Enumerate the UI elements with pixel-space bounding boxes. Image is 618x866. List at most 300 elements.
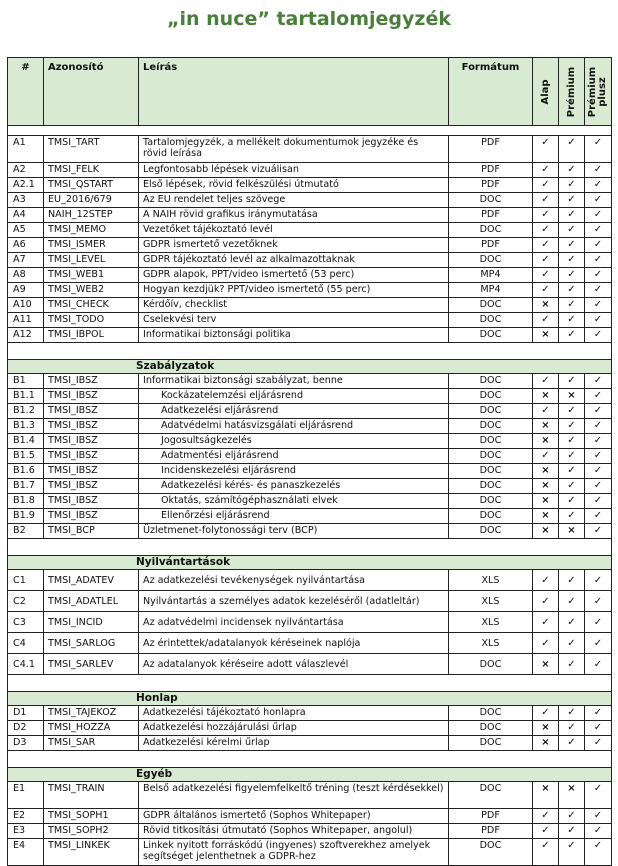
header-spacer [8,126,612,136]
row-format: DOC [449,721,533,736]
row-format: PDF [449,163,533,178]
premium-cross-icon: × [559,389,585,404]
row-identifier: TMSI_WEB1 [44,268,139,283]
row-identifier: TMSI_IBSZ [44,464,139,479]
row-format: DOC [449,374,533,389]
table-row [8,706,612,721]
row-identifier: TMSI_IBSZ [44,389,139,404]
premium-plusz-check-icon: ✓ [585,313,612,328]
premium-plusz-check-icon: ✓ [585,136,612,163]
alap-check-icon: ✓ [533,223,559,238]
header-format: Formátum [449,58,533,126]
section-title: Szabályzatok [8,360,612,374]
row-number: A1 [8,136,44,163]
premium-plusz-check-icon: ✓ [585,404,612,419]
table-row [8,809,612,824]
premium-plusz-check-icon: ✓ [585,178,612,193]
alap-check-icon: ✓ [533,612,559,633]
row-description: Adatmentési eljárásrend [139,449,449,464]
row-identifier: TMSI_TAJEKOZ [44,706,139,721]
row-number: B1.1 [8,389,44,404]
alap-check-icon: ✓ [533,374,559,389]
table-row [8,389,612,404]
row-format: DOC [449,253,533,268]
row-number: D2 [8,721,44,736]
row-number: A8 [8,268,44,283]
row-number: B1.5 [8,449,44,464]
row-description: Cselekvési terv [139,313,449,328]
premium-plusz-check-icon: ✓ [585,706,612,721]
row-number: A9 [8,283,44,298]
table-row [8,238,612,253]
row-identifier: TMSI_TART [44,136,139,163]
premium-check-icon: ✓ [559,434,585,449]
row-description: GDPR alapok, PPT/video ismertető (53 perc) [139,268,449,283]
table-row [8,570,612,591]
table-row [8,419,612,434]
table-row [8,136,612,163]
row-format: DOC [449,494,533,509]
row-number: E3 [8,824,44,839]
row-number: B1.8 [8,494,44,509]
header-premium [559,58,585,126]
header-id: Azonosító [44,58,139,126]
row-format: DOC [449,509,533,524]
premium-check-icon: ✓ [559,268,585,283]
premium-check-icon: ✓ [559,283,585,298]
row-description: Kérdőív, checklist [139,298,449,313]
premium-plusz-check-icon: ✓ [585,633,612,654]
table-row [8,782,612,809]
row-description: Rövid titkosítási útmutató (Sophos Whitepaper, angolul) [139,824,449,839]
header-alap-label: Alap [539,78,551,105]
row-number: C1 [8,570,44,591]
section-spacer [8,343,612,360]
alap-check-icon: ✓ [533,208,559,223]
premium-check-icon: ✓ [559,178,585,193]
section-header [8,768,612,782]
row-format: DOC [449,389,533,404]
table-row [8,283,612,298]
table-row [8,509,612,524]
row-description: Ellenőrzési eljárásrend [139,509,449,524]
table-row [8,253,612,268]
section-title: Egyéb [8,768,612,782]
row-identifier: TMSI_ISMER [44,238,139,253]
table-row [8,721,612,736]
row-format: DOC [449,419,533,434]
premium-plusz-check-icon: ✓ [585,494,612,509]
premium-check-icon: ✓ [559,419,585,434]
premium-plusz-check-icon: ✓ [585,654,612,675]
section-header [8,692,612,706]
contents-table [7,57,612,866]
table-row [8,223,612,238]
row-identifier: TMSI_LINKEK [44,839,139,866]
row-identifier: TMSI_FELK [44,163,139,178]
row-description: Legfontosabb lépések vizuálisan [139,163,449,178]
header-premium-plusz [585,58,612,126]
premium-check-icon: ✓ [559,328,585,343]
row-description: Az adatkezelési tevékenységek nyilvántartása [139,570,449,591]
section-spacer [8,675,612,692]
row-number: A2.1 [8,178,44,193]
alap-cross-icon: × [533,389,559,404]
row-number: B1.4 [8,434,44,449]
premium-plusz-check-icon: ✓ [585,591,612,612]
row-format: XLS [449,612,533,633]
row-description: Az EU rendelet teljes szövege [139,193,449,208]
row-description: Adatkezelési kérelmi űrlap [139,736,449,751]
alap-cross-icon: × [533,494,559,509]
alap-check-icon: ✓ [533,570,559,591]
alap-check-icon: ✓ [533,449,559,464]
row-format: DOC [449,434,533,449]
alap-check-icon: ✓ [533,193,559,208]
premium-check-icon: ✓ [559,591,585,612]
row-identifier: TMSI_SOPH1 [44,809,139,824]
row-number: B1.3 [8,419,44,434]
premium-plusz-check-icon: ✓ [585,283,612,298]
row-identifier: TMSI_SAR [44,736,139,751]
row-identifier: TMSI_BCP [44,524,139,539]
row-format: DOC [449,706,533,721]
header-num: # [8,58,44,126]
premium-plusz-check-icon: ✓ [585,328,612,343]
table-row [8,479,612,494]
row-format: PDF [449,208,533,223]
table-row [8,494,612,509]
row-identifier: TMSI_CHECK [44,298,139,313]
table-row [8,736,612,751]
row-number: C4 [8,633,44,654]
row-description: Incidenskezelési eljárásrend [139,464,449,479]
page-title: „in nuce” tartalomjegyzék [167,8,451,30]
premium-check-icon: ✓ [559,208,585,223]
section-spacer [8,539,612,556]
premium-plusz-check-icon: ✓ [585,839,612,866]
premium-plusz-check-icon: ✓ [585,419,612,434]
row-identifier: TMSI_IBSZ [44,434,139,449]
table-row [8,268,612,283]
row-identifier: TMSI_IBSZ [44,374,139,389]
premium-check-icon: ✓ [559,479,585,494]
premium-check-icon: ✓ [559,238,585,253]
row-identifier: EU_2016/679 [44,193,139,208]
premium-check-icon: ✓ [559,721,585,736]
premium-check-icon: ✓ [559,633,585,654]
premium-cross-icon: × [559,524,585,539]
premium-plusz-check-icon: ✓ [585,736,612,751]
table-row [8,464,612,479]
row-format: XLS [449,570,533,591]
alap-check-icon: ✓ [533,136,559,163]
premium-check-icon: ✓ [559,706,585,721]
section-spacer-cell [8,539,612,556]
row-identifier: TMSI_TRAIN [44,782,139,809]
row-description: Hogyan kezdjük? PPT/video ismertető (55 perc) [139,283,449,298]
alap-check-icon: ✓ [533,238,559,253]
alap-check-icon: ✓ [533,163,559,178]
row-number: A12 [8,328,44,343]
row-description: Oktatás, számítógéphasználati elvek [139,494,449,509]
alap-cross-icon: × [533,509,559,524]
row-identifier: TMSI_IBPOL [44,328,139,343]
row-description: Nyilvántartás a személyes adatok kezeléséről (adatleltár) [139,591,449,612]
table-row [8,328,612,343]
row-format: DOC [449,464,533,479]
premium-plusz-check-icon: ✓ [585,570,612,591]
row-identifier: TMSI_ADATEV [44,570,139,591]
premium-plusz-check-icon: ✓ [585,464,612,479]
premium-check-icon: ✓ [559,404,585,419]
row-description: Első lépések, rövid felkészülési útmutató [139,178,449,193]
row-identifier: TMSI_SOPH2 [44,824,139,839]
premium-plusz-check-icon: ✓ [585,374,612,389]
premium-check-icon: ✓ [559,313,585,328]
row-description: Vezetőket tájékoztató levél [139,223,449,238]
row-format: DOC [449,524,533,539]
row-number: A4 [8,208,44,223]
table-row [8,591,612,612]
row-format: PDF [449,136,533,163]
alap-check-icon: ✓ [533,404,559,419]
row-number: A10 [8,298,44,313]
row-number: A7 [8,253,44,268]
row-identifier: TMSI_HOZZA [44,721,139,736]
premium-plusz-check-icon: ✓ [585,824,612,839]
row-format: DOC [449,736,533,751]
premium-cross-icon: × [559,782,585,809]
row-format: DOC [449,404,533,419]
row-number: A5 [8,223,44,238]
header-row [8,58,612,126]
row-description: GDPR tájékoztató levél az alkalmazottaknak [139,253,449,268]
alap-cross-icon: × [533,479,559,494]
row-number: A11 [8,313,44,328]
premium-check-icon: ✓ [559,809,585,824]
row-description: Adatkezelési hozzájárulási űrlap [139,721,449,736]
table-row [8,208,612,223]
section-spacer [8,751,612,768]
section-header [8,556,612,570]
header-premium-label: Prémium [565,66,577,117]
row-format: DOC [449,782,533,809]
row-number: B1.2 [8,404,44,419]
premium-plusz-check-icon: ✓ [585,509,612,524]
row-identifier: TMSI_WEB2 [44,283,139,298]
table-row [8,633,612,654]
premium-plusz-check-icon: ✓ [585,449,612,464]
row-format: DOC [449,223,533,238]
row-number: C2 [8,591,44,612]
row-identifier: TMSI_IBSZ [44,494,139,509]
row-format: XLS [449,591,533,612]
alap-cross-icon: × [533,524,559,539]
row-format: DOC [449,313,533,328]
section-title: Nyilvántartások [8,556,612,570]
table-row [8,824,612,839]
premium-plusz-check-icon: ✓ [585,223,612,238]
premium-plusz-check-icon: ✓ [585,298,612,313]
table-row [8,839,612,866]
row-number: B1.7 [8,479,44,494]
row-description: Az adatvédelmi incidensek nyilvántartása [139,612,449,633]
row-number: A3 [8,193,44,208]
row-identifier: TMSI_LEVEL [44,253,139,268]
row-format: PDF [449,178,533,193]
alap-check-icon: ✓ [533,283,559,298]
row-identifier: TMSI_IBSZ [44,404,139,419]
premium-plusz-check-icon: ✓ [585,253,612,268]
row-identifier: TMSI_ADATLEL [44,591,139,612]
alap-cross-icon: × [533,654,559,675]
row-description: Adatkezelési kérés- és panaszkezelés [139,479,449,494]
alap-check-icon: ✓ [533,809,559,824]
premium-check-icon: ✓ [559,223,585,238]
row-identifier: TMSI_INCID [44,612,139,633]
row-number: C3 [8,612,44,633]
row-description: A NAIH rövid grafikus iránymutatása [139,208,449,223]
row-description: Jogosultságkezelés [139,434,449,449]
header-desc: Leírás [139,58,449,126]
row-number: B2 [8,524,44,539]
premium-plusz-check-icon: ✓ [585,721,612,736]
row-description: Linkek nyitott forráskódú (ingyenes) szoftverekhez amelyek segítséget jelenthetnek a GDPR-hez [139,839,449,866]
premium-plusz-check-icon: ✓ [585,524,612,539]
premium-plusz-check-icon: ✓ [585,208,612,223]
row-number: A2 [8,163,44,178]
row-number: E4 [8,839,44,866]
premium-plusz-check-icon: ✓ [585,163,612,178]
alap-check-icon: ✓ [533,313,559,328]
premium-check-icon: ✓ [559,136,585,163]
alap-check-icon: ✓ [533,268,559,283]
premium-check-icon: ✓ [559,449,585,464]
alap-check-icon: ✓ [533,591,559,612]
row-format: PDF [449,238,533,253]
table-row [8,178,612,193]
row-number: E1 [8,782,44,809]
table-row [8,193,612,208]
table-row [8,163,612,178]
section-spacer-cell [8,343,612,360]
table-row [8,449,612,464]
alap-check-icon: ✓ [533,633,559,654]
alap-check-icon: ✓ [533,178,559,193]
table-row [8,313,612,328]
row-description: Adatkezelési tájékoztató honlapra [139,706,449,721]
alap-cross-icon: × [533,298,559,313]
premium-check-icon: ✓ [559,374,585,389]
row-number: D1 [8,706,44,721]
table-row [8,524,612,539]
row-description: Az érintettek/adatalanyok kéréseinek naplója [139,633,449,654]
row-format: DOC [449,193,533,208]
premium-check-icon: ✓ [559,612,585,633]
premium-plusz-check-icon: ✓ [585,782,612,809]
row-identifier: TMSI_MEMO [44,223,139,238]
premium-check-icon: ✓ [559,570,585,591]
alap-check-icon: ✓ [533,839,559,866]
alap-cross-icon: × [533,736,559,751]
premium-check-icon: ✓ [559,253,585,268]
row-format: MP4 [449,283,533,298]
header-spacer-cell [8,126,612,136]
section-header [8,360,612,374]
premium-plusz-check-icon: ✓ [585,434,612,449]
alap-check-icon: ✓ [533,253,559,268]
row-number: D3 [8,736,44,751]
premium-check-icon: ✓ [559,494,585,509]
premium-plusz-check-icon: ✓ [585,193,612,208]
row-identifier: NAIH_12STEP [44,208,139,223]
alap-check-icon: ✓ [533,824,559,839]
row-description: GDPR általános ismertető (Sophos Whitepaper) [139,809,449,824]
row-description: Informatikai biztonsági szabályzat, benne [139,374,449,389]
row-identifier: TMSI_QSTART [44,178,139,193]
header-premium-plusz-label: Prémium plusz [587,66,608,117]
premium-check-icon: ✓ [559,654,585,675]
row-number: B1.6 [8,464,44,479]
row-description: Adatkezelési eljárásrend [139,404,449,419]
row-number: E2 [8,809,44,824]
row-format: DOC [449,839,533,866]
row-description: Adatvédelmi hatásvizsgálati eljárásrend [139,419,449,434]
premium-check-icon: ✓ [559,464,585,479]
row-description: Belső adatkezelési figyelemfelkeltő tréning (teszt kérdésekkel) [139,782,449,809]
alap-check-icon: ✓ [533,706,559,721]
alap-cross-icon: × [533,721,559,736]
premium-check-icon: ✓ [559,839,585,866]
row-number: A6 [8,238,44,253]
row-description: Tartalomjegyzék, a mellékelt dokumentumok jegyzéke és rövid leírása [139,136,449,163]
premium-check-icon: ✓ [559,824,585,839]
premium-check-icon: ✓ [559,509,585,524]
table-row [8,612,612,633]
header-alap [533,58,559,126]
row-format: DOC [449,654,533,675]
row-identifier: TMSI_SARLOG [44,633,139,654]
premium-plusz-check-icon: ✓ [585,479,612,494]
row-description: Kockázatelemzési eljárásrend [139,389,449,404]
premium-check-icon: ✓ [559,163,585,178]
row-format: DOC [449,298,533,313]
row-description: GDPR ismertető vezetőknek [139,238,449,253]
row-format: XLS [449,633,533,654]
table-row [8,298,612,313]
alap-cross-icon: × [533,328,559,343]
premium-check-icon: ✓ [559,298,585,313]
table-row [8,434,612,449]
premium-plusz-check-icon: ✓ [585,612,612,633]
alap-cross-icon: × [533,782,559,809]
row-description: Üzletmenet-folytonossági terv (BCP) [139,524,449,539]
row-description: Az adatalanyok kéréseire adott válaszlevél [139,654,449,675]
row-format: DOC [449,479,533,494]
row-format: DOC [449,328,533,343]
section-spacer-cell [8,675,612,692]
row-identifier: TMSI_IBSZ [44,479,139,494]
row-description: Informatikai biztonsági politika [139,328,449,343]
row-format: MP4 [449,268,533,283]
row-format: DOC [449,449,533,464]
premium-plusz-check-icon: ✓ [585,268,612,283]
row-format: PDF [449,809,533,824]
section-title: Honlap [8,692,612,706]
row-number: C4.1 [8,654,44,675]
alap-cross-icon: × [533,464,559,479]
